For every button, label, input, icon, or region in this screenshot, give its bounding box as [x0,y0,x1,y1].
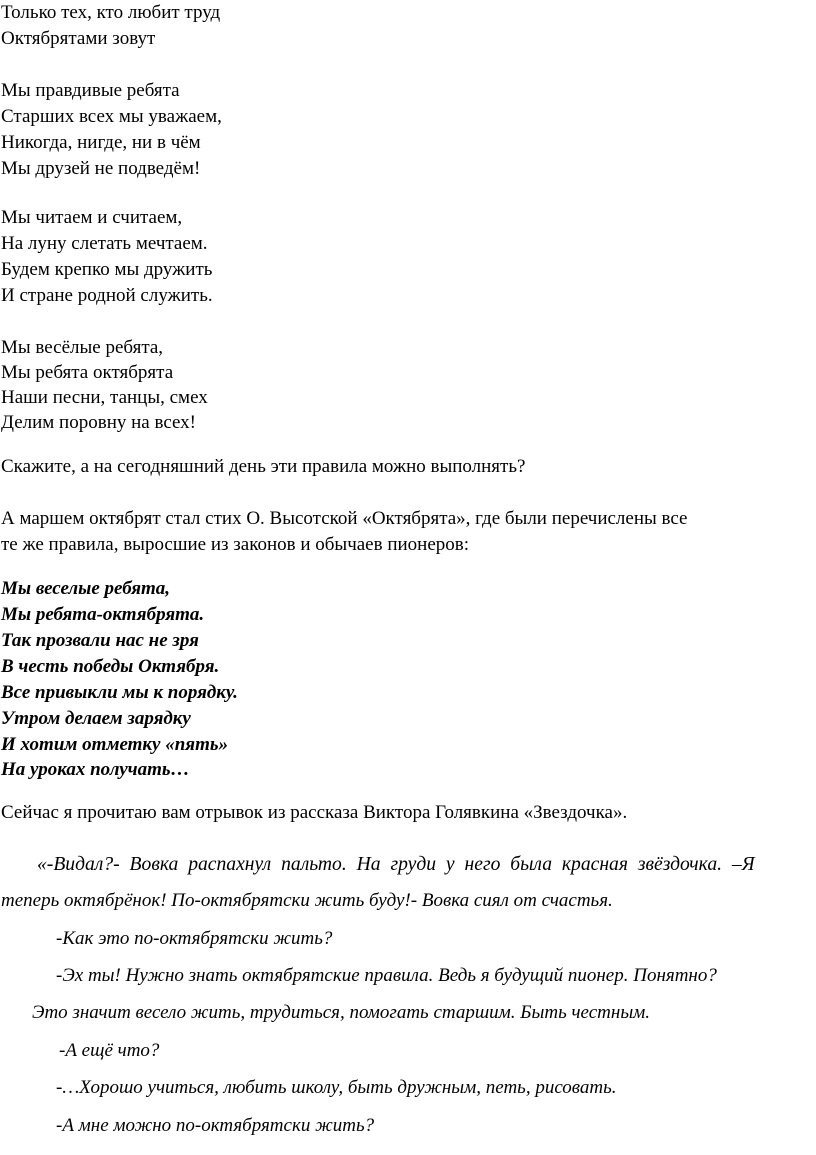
poem2-line: Мы веселые ребята, [1,578,171,599]
story-line: «-Видал?- Вовка распахнул пальто. На груди у него была красная звёздочка. –Я [37,854,755,875]
story-intro: Сейчас я прочитаю вам отрывок из рассказа Виктора Голявкина «Звездочка». [1,802,628,823]
poem-line: Мы читаем и считаем, [1,207,183,228]
story-line: -А мне можно по-октябрятски жить? [56,1115,375,1136]
poem-line: Мы ребята октябрята [1,362,174,383]
story-line: Это значит весело жить, трудиться, помогать старшим. Быть честным. [32,1002,651,1023]
story-line: -А ещё что? [59,1040,160,1061]
march-paragraph-line: А маршем октябрят стал стих О. Высотской «Октябрята», где были перечислены все [1,508,688,529]
poem2-line: Так прозвали нас не зря [1,630,199,651]
poem-line: Мы весёлые ребята, [1,337,164,358]
poem2-line: Утром делаем зарядку [1,708,191,729]
poem2-line: На уроках получать… [1,759,190,780]
story-line: -Эх ты! Нужно знать октябрятские правила. Ведь я будущий пионер. Понятно? [56,965,717,986]
poem-line: Делим поровну на всех! [1,412,196,433]
story-line: теперь октябрёнок! По-октябрятски жить буду!- Вовка сиял от счастья. [1,890,613,911]
march-paragraph-line: те же правила, выросшие из законов и обычаев пионеров: [1,534,470,555]
poem-line: Мы правдивые ребята [1,80,180,101]
story-line: -…Хорошо учиться, любить школу, быть дружным, петь, рисовать. [56,1077,617,1098]
poem-line: Мы друзей не подведём! [1,158,201,179]
poem2-line: И хотим отметку «пять» [1,734,229,755]
poem-line: Будем крепко мы дружить [1,259,213,280]
poem-line: Старших всех мы уважаем, [1,106,222,127]
poem2-line: Мы ребята-октябрята. [1,604,205,625]
poem-line: И стране родной служить. [1,285,213,306]
poem2-line: В честь победы Октября. [1,656,220,677]
poem-line: Только тех, кто любит труд [1,2,221,23]
poem2-line: Все привыкли мы к порядку. [1,682,238,703]
poem-line: На луну слетать мечтаем. [1,233,208,254]
question-paragraph: Скажите, а на сегодняшний день эти правила можно выполнять? [1,456,526,477]
story-line: -Как это по-октябрятски жить? [56,928,333,949]
poem-line: Никогда, нигде, ни в чём [1,132,201,153]
poem-line: Наши песни, танцы, смех [1,387,208,408]
poem-line: Октябрятами зовут [1,28,156,49]
